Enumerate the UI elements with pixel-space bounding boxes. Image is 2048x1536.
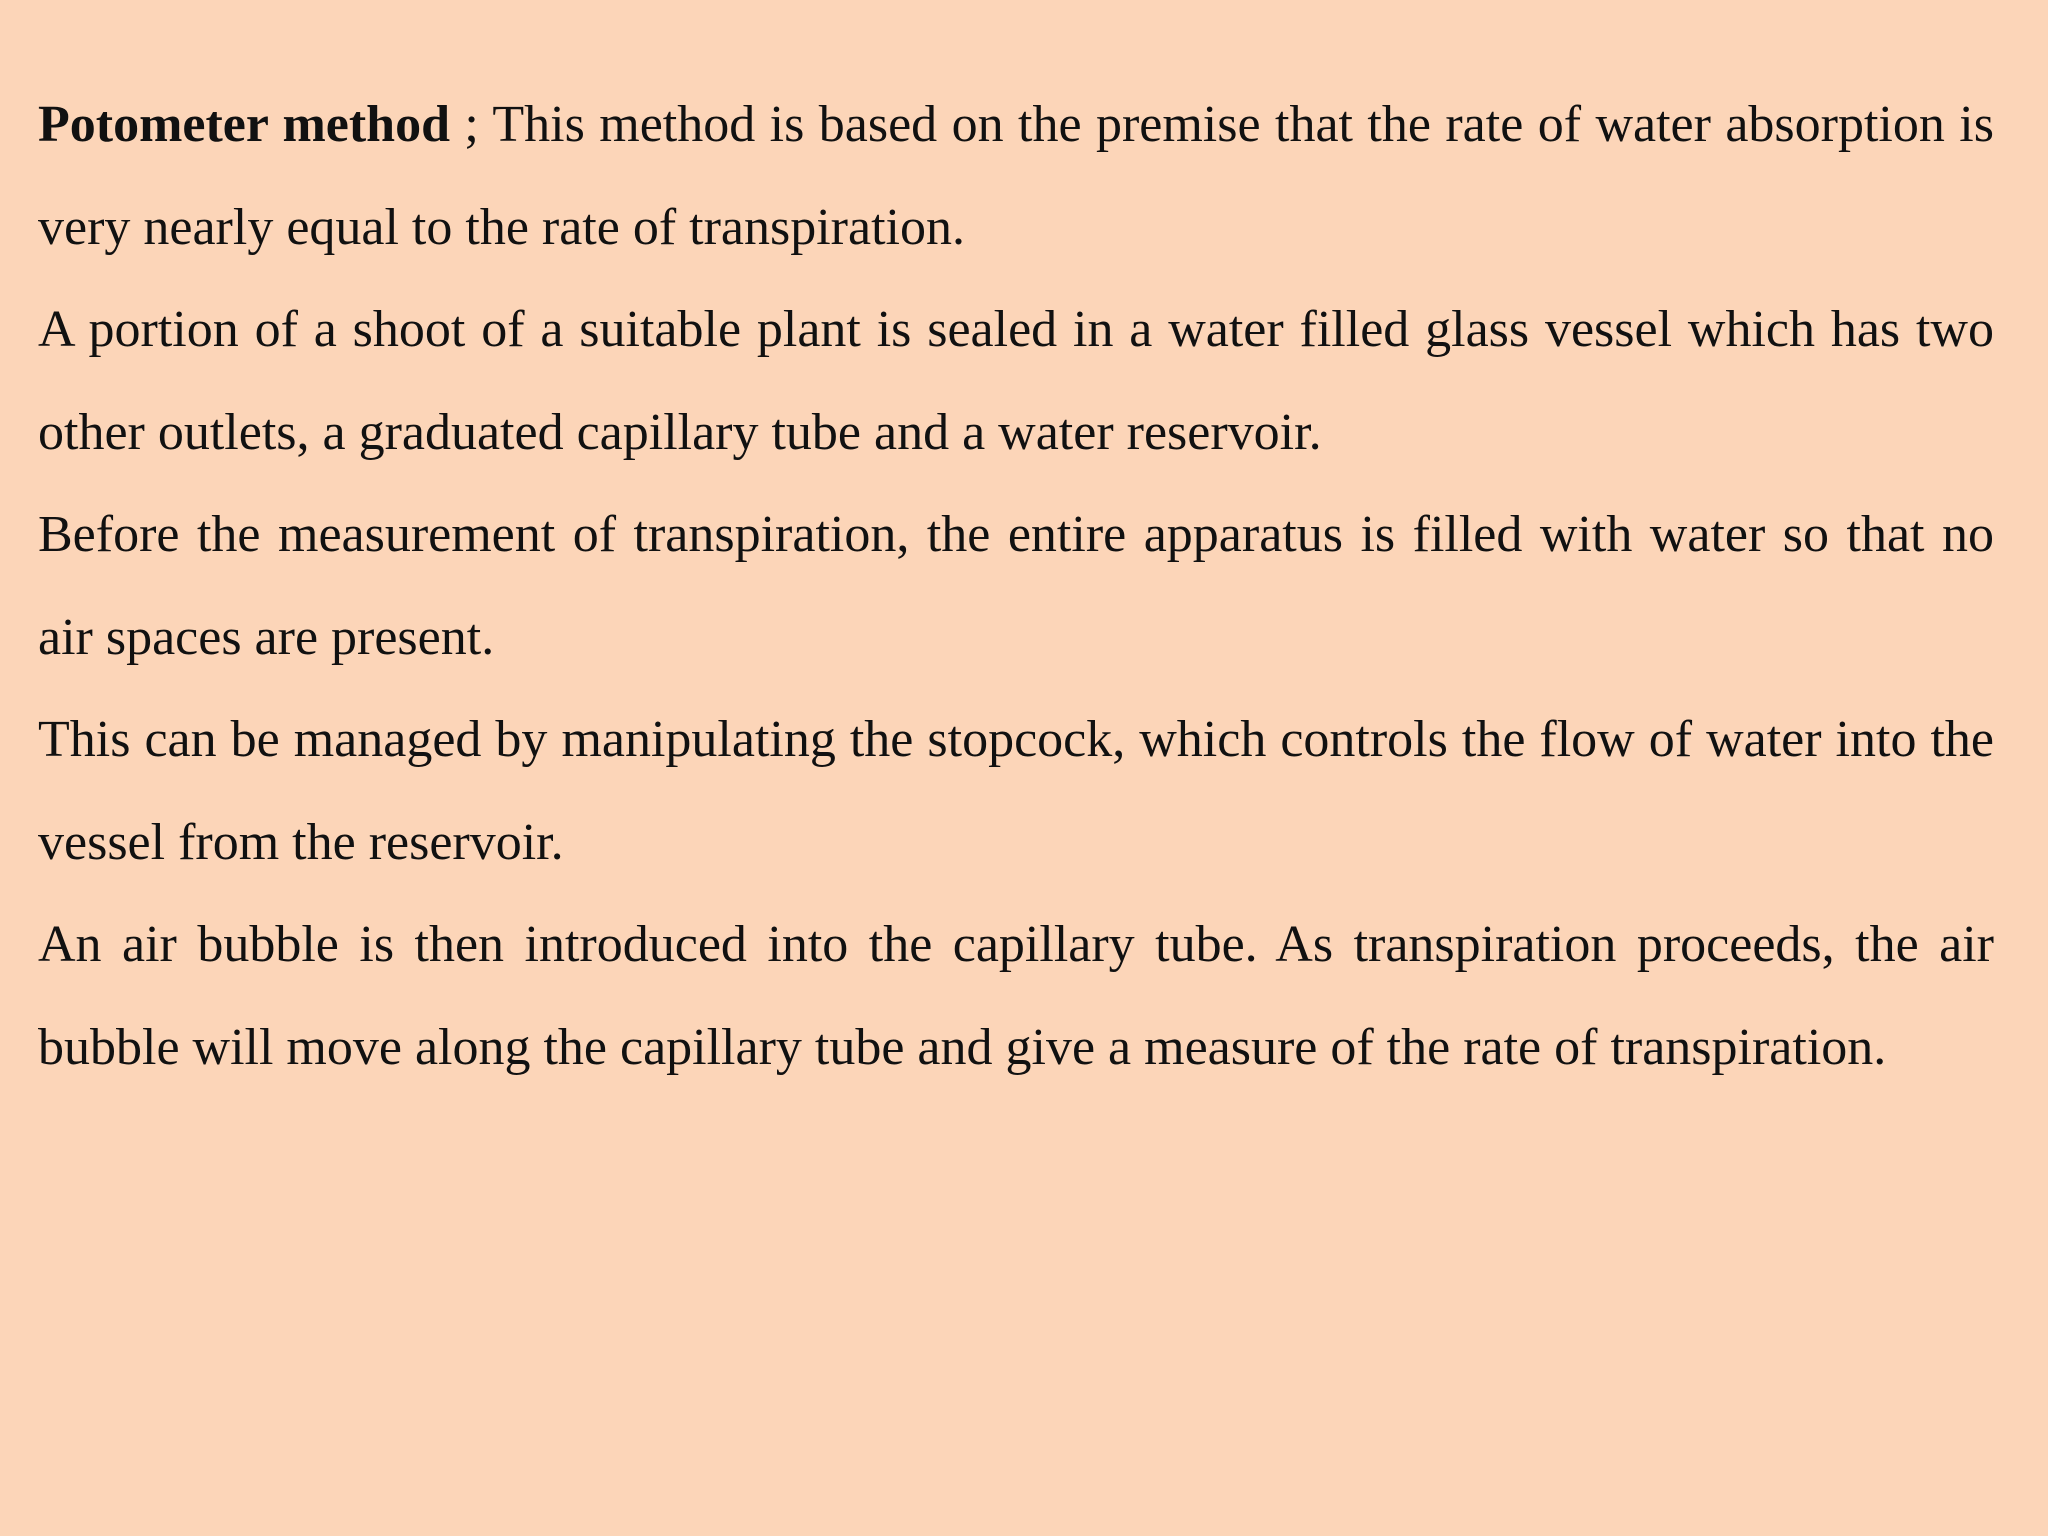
paragraph-stopcock: This can be managed by manipulating the stopcock, which controls the flow of water into the vessel from the reservoir.: [38, 711, 1994, 871]
paragraph-air-bubble: An air bubble is then introduced into the capillary tube. As transpiration proceeds, the air bubble will move along the capillary tube and give a measure of the rate of transpiration.: [38, 916, 1994, 1076]
term-heading: Potometer method: [38, 96, 450, 153]
paragraph-shoot-setup: A portion of a shoot of a suitable plant is sealed in a water filled glass vessel which has two other outlets, a graduated capillary tube and a water reservoir.: [38, 301, 1994, 461]
paragraph-intro: [38, 74, 1994, 279]
paragraph-text: This method is based on the premise that the rate of water absorption is very nearly equal to the rate of transpiration.: [38, 96, 1994, 256]
paragraph-fill-apparatus: Before the measurement of transpiration, the entire apparatus is filled with water so that no air spaces are present.: [38, 506, 1994, 666]
slide-body: [38, 74, 1994, 1099]
term-separator: ;: [450, 96, 493, 153]
